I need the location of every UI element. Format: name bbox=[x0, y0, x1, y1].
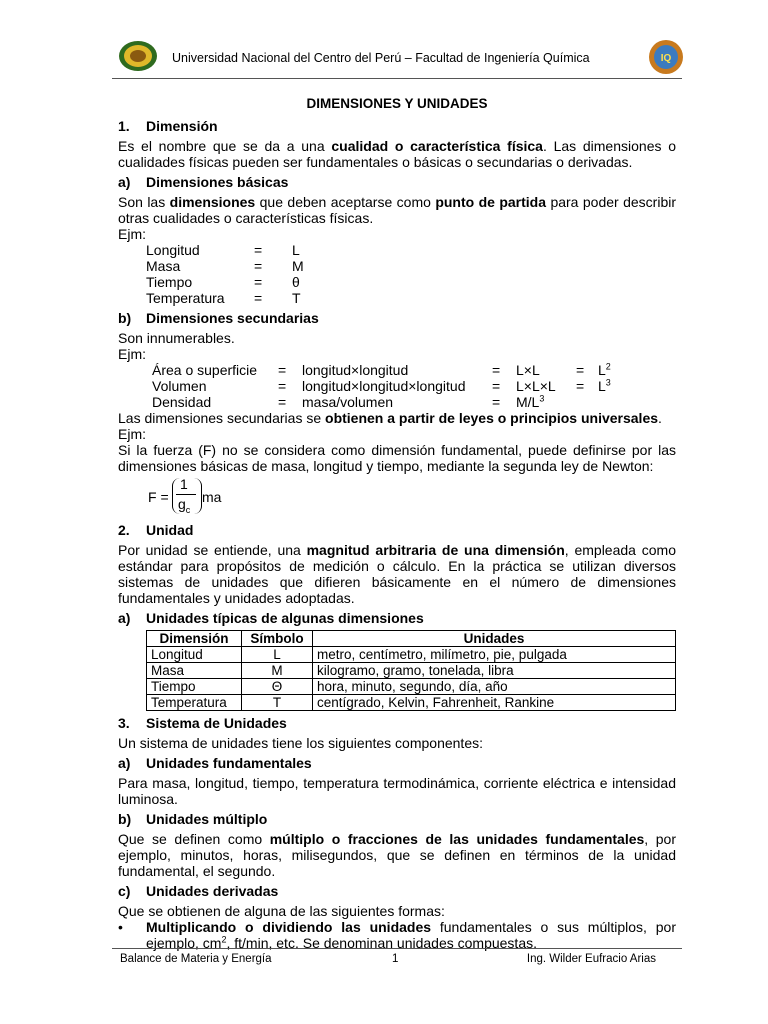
paragraph: Si la fuerza (F) no se considera como dimensión fundamental, puede definirse por las dimensiones básicas de masa, longitud y tiempo, mediante la segunda ley de Newton: bbox=[118, 442, 676, 474]
list-item: Longitud = L bbox=[146, 242, 300, 258]
list-item: Tiempo = θ bbox=[146, 274, 300, 290]
header-text: Universidad Nacional del Centro del Perú – Facultad de Ingeniería Química bbox=[172, 51, 590, 65]
list-item: • Multiplicando o dividiendo las unidades fundamentales o sus múltiplos, por ejemplo, $cm^2$, ft/min, etc. Se denominan unidades compuestas. bbox=[118, 919, 676, 951]
subsection-heading: b) Unidades múltiplo bbox=[118, 811, 268, 827]
footer-author: Ing. Wilder Eufracio Arias bbox=[526, 953, 656, 965]
bullet-icon: • bbox=[118, 919, 123, 935]
page-title: DIMENSIONES Y UNIDADES bbox=[306, 96, 488, 111]
fraction-line bbox=[176, 494, 196, 495]
paragraph: Por unidad se entiende, una magnitud arbitraria de una dimensión, empleada como estándar para propósitos de medición o cálculo. En la práctica se utilizan diversos sistemas de unidades que difieren básicamente en el número de dimensiones fundamentales y unidades adoptadas. bbox=[118, 542, 676, 606]
paragraph: Un sistema de unidades tiene los siguientes componentes: bbox=[118, 735, 483, 751]
table-row: Masa M kilogramo, gramo, tonelada, libra bbox=[147, 663, 676, 679]
table-header-row: Dimensión Símbolo Unidades bbox=[147, 631, 676, 647]
subsection-heading: a) Unidades típicas de algunas dimensiones bbox=[118, 610, 424, 626]
faculty-logo-text: IQ bbox=[660, 53, 672, 64]
list-item: Temperatura = T bbox=[146, 290, 301, 306]
page-header bbox=[112, 36, 682, 79]
list-item: Volumen = longitud×longitud×longitud = L×L×L = $L^3$ bbox=[152, 377, 611, 394]
list-item: Masa = M bbox=[146, 258, 304, 274]
newton-formula: F = 1 $g_c$ ma bbox=[148, 476, 222, 515]
section-heading: 2. Unidad bbox=[118, 522, 194, 538]
subsection-heading: b) Dimensiones secundarias bbox=[118, 310, 319, 326]
paragraph: Son las dimensiones que deben aceptarse como punto de partida para poder describir otras cualidades o características físicas. bbox=[118, 194, 676, 226]
page-footer bbox=[112, 948, 682, 965]
list-item: Densidad = masa/volumen = $M/L^3$ bbox=[152, 393, 545, 410]
example-label: Ejm: bbox=[118, 226, 146, 242]
units-table bbox=[146, 630, 676, 711]
subsection-heading: a) Dimensiones básicas bbox=[118, 174, 289, 190]
subsection-heading: c) Unidades derivadas bbox=[118, 883, 279, 899]
table-row: Longitud L metro, centímetro, milímetro, pie, pulgada bbox=[147, 647, 676, 663]
list-item: Área o superficie = longitud×longitud = L×L = $L^2$ bbox=[152, 361, 611, 378]
section-heading: 3. Sistema de Unidades bbox=[118, 715, 287, 731]
example-label: Ejm: bbox=[118, 426, 146, 442]
section-heading: 1. Dimensión bbox=[118, 118, 218, 134]
paragraph: Las dimensiones secundarias se obtienen a partir de leyes o principios universales. bbox=[118, 410, 662, 426]
example-label: Ejm: bbox=[118, 346, 146, 362]
document-body bbox=[118, 96, 676, 951]
page-number: 1 bbox=[392, 953, 399, 965]
paragraph: Que se obtienen de alguna de las siguientes formas: bbox=[118, 903, 445, 919]
paragraph: Que se definen como múltiplo o fracciones de las unidades fundamentales, por ejemplo, minutos, horas, milisegundos, que se definen en términos de la unidad fundamental, el segundo. bbox=[118, 831, 676, 879]
subsection-heading: a) Unidades fundamentales bbox=[118, 755, 312, 771]
table-row: Temperatura T centígrado, Kelvin, Fahrenheit, Rankine bbox=[147, 695, 676, 711]
university-seal-icon bbox=[118, 40, 158, 72]
faculty-gear-logo-icon bbox=[644, 38, 688, 76]
paragraph: Son innumerables. bbox=[118, 330, 235, 346]
footer-course: Balance de Materia y Energía bbox=[120, 953, 272, 965]
paragraph: Para masa, longitud, tiempo, temperatura termodinámica, corriente eléctrica e intensidad luminosa. bbox=[118, 775, 676, 807]
paragraph: Es el nombre que se da a una cualidad o característica física. Las dimensiones o cualidades físicas pueden ser fundamentales o básicas o secundarias o derivadas. bbox=[118, 138, 676, 170]
table-row: Tiempo Θ hora, minuto, segundo, día, año bbox=[147, 679, 676, 695]
